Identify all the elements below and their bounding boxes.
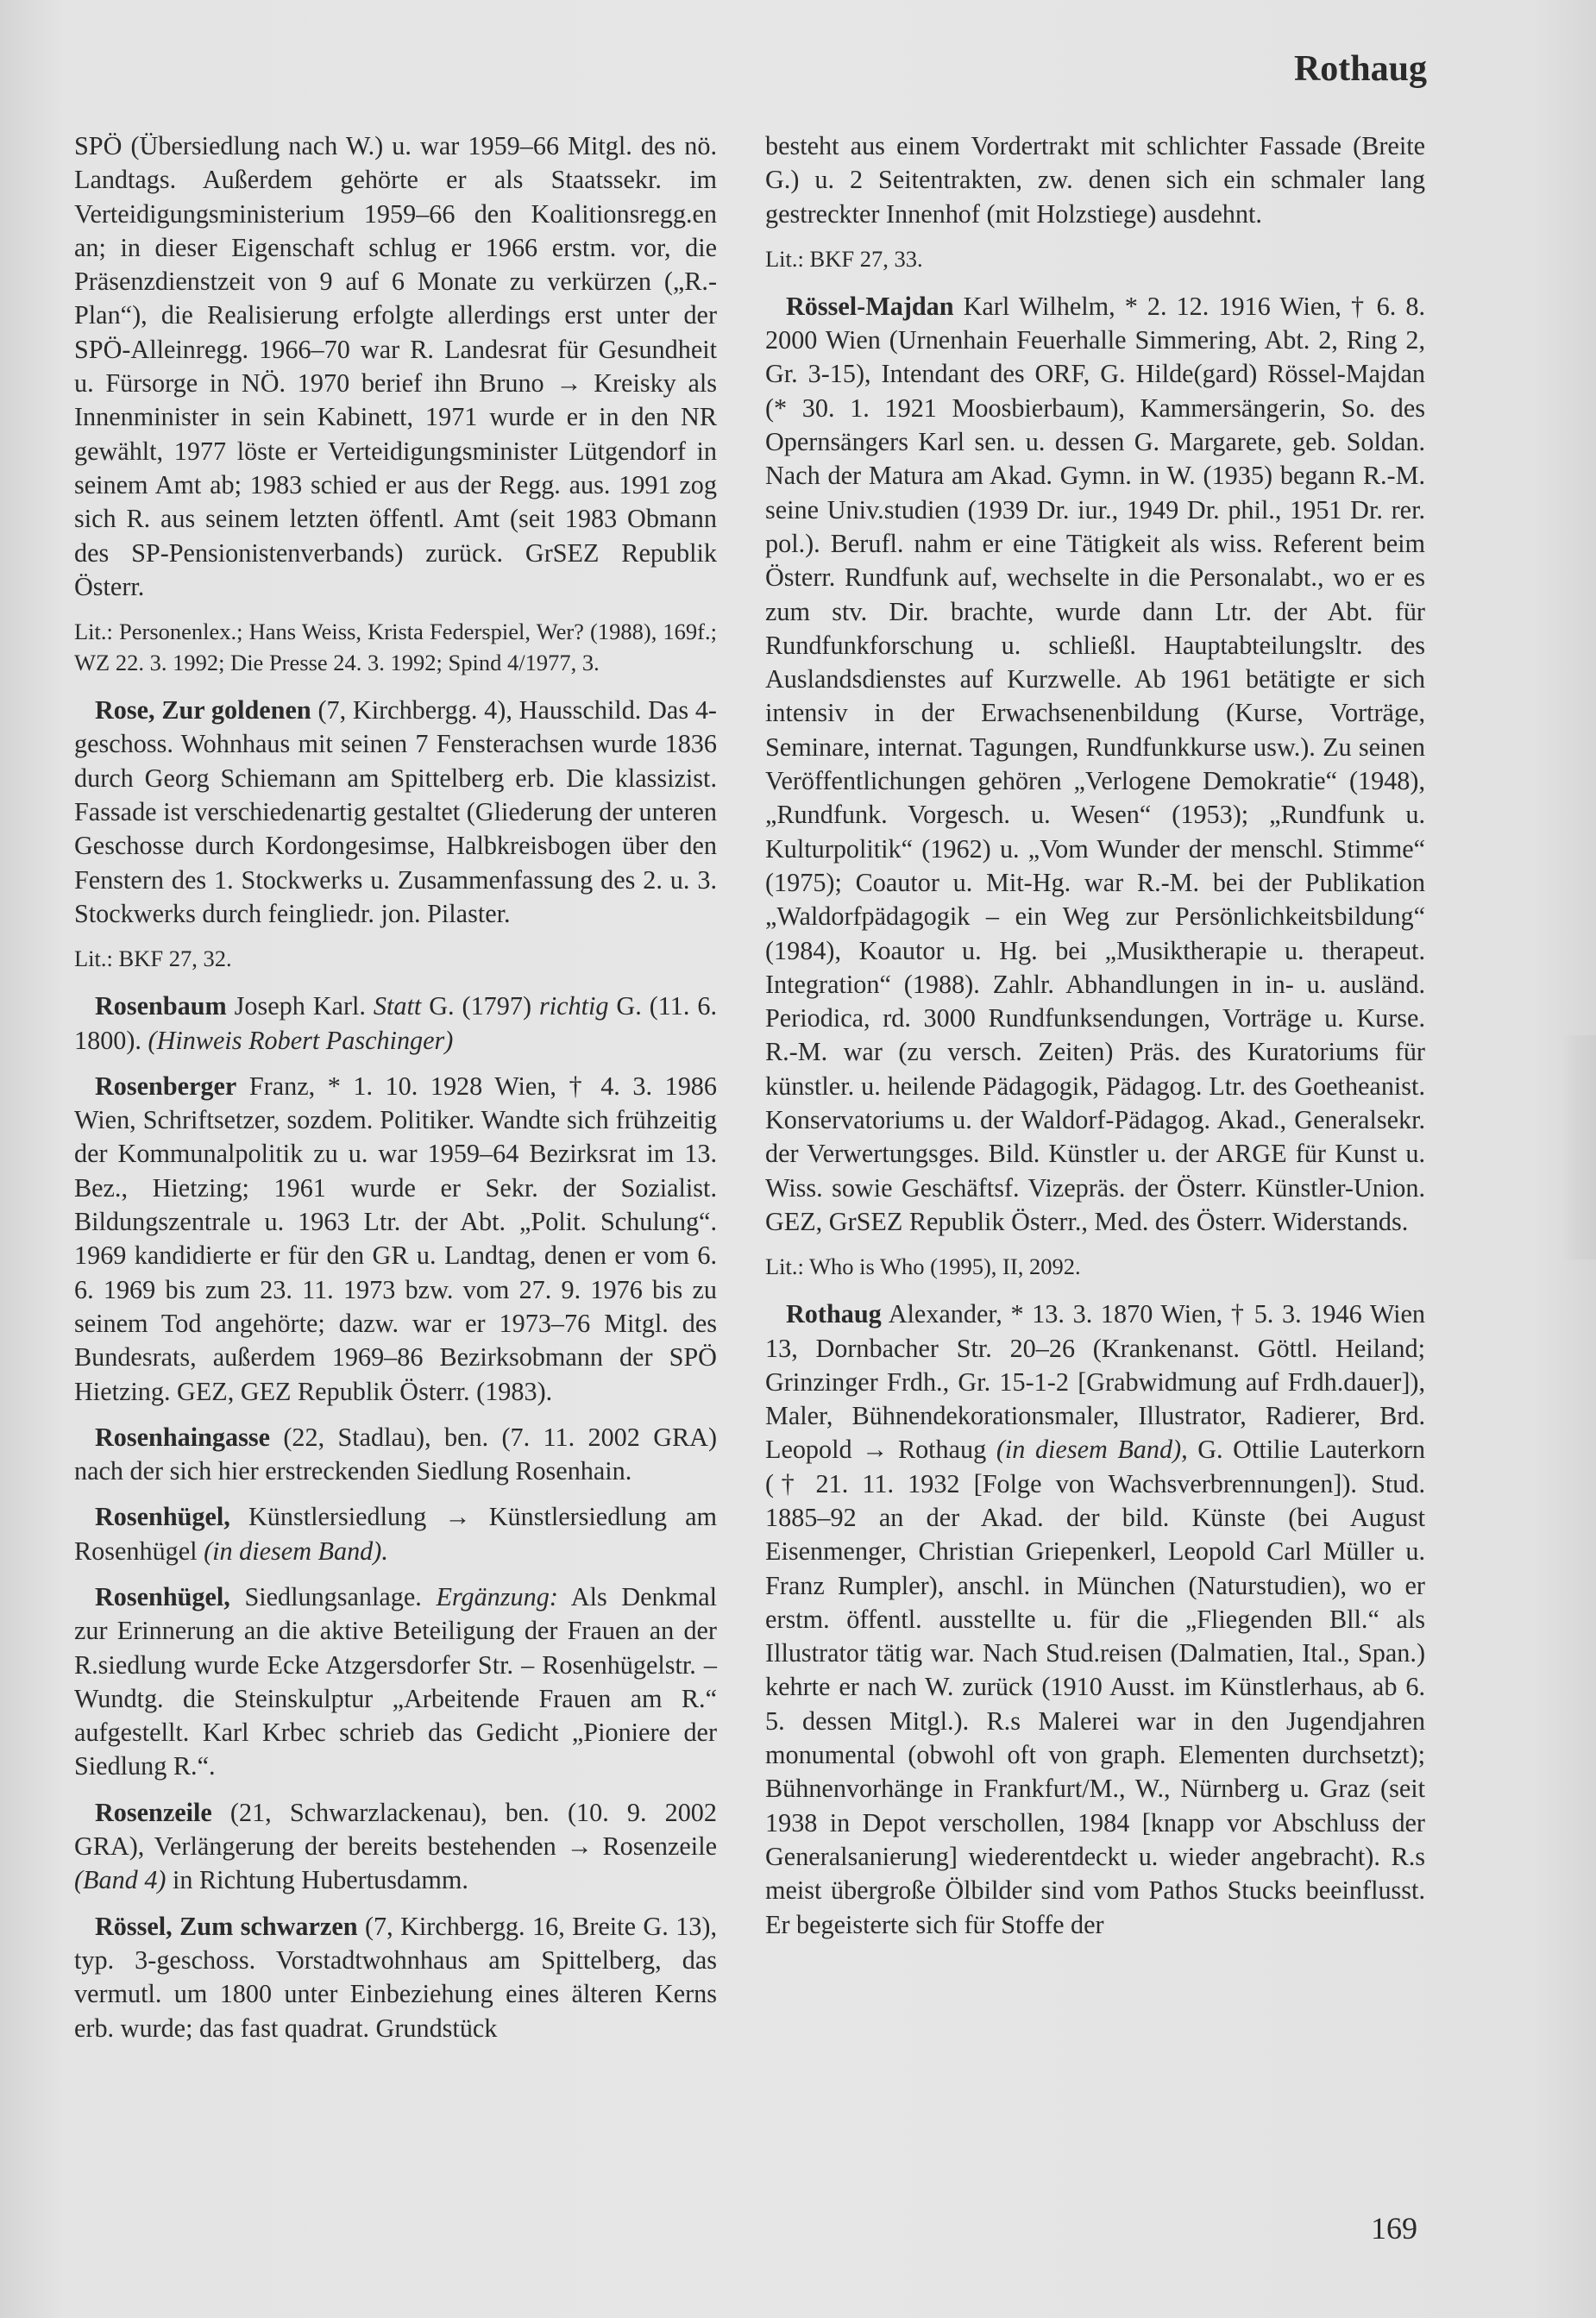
page-edge-shadow — [1561, 1035, 1596, 1260]
entry-headword: Rosenhügel, — [95, 1502, 230, 1532]
entry-text-italic: (in diesem Band), — [996, 1435, 1188, 1465]
entry-text-italic: Ergänzung: — [436, 1581, 558, 1611]
entry-rose-zur-goldenen — [74, 694, 717, 931]
entry-text-italic: (Hinweis Robert Paschinger) — [148, 1025, 454, 1055]
entry-text: Franz, * 1. 10. 1928 Wien, † 4. 3. 1986 Wien, Schriftsetzer, sozdem. Politiker. Wandte sich frühzeitig der Kommunalpolitik zu u. war 1959–64 Bezirksrat im 13. Bez., Hietzing; 1961 wurde er Sekr. der Sozialist. Bildungszentrale u. 1963 Ltr. der Abt. „Polit. Schulung“. 1969 kandidierte er für den GR u. Landtag, denen er vom 6. 6. 1969 bis zum 23. 11. 1973 bzw. vom 27. 9. 1976 bis zu seinem Tod angehörte; dazw. war er 1973–76 Mitgl. des Bundesrats, außerdem 1969–86 Bezirksobmann der SPÖ Hietzing. GEZ, GEZ Republik Österr. (1983). — [74, 1071, 717, 1406]
running-header: Rothaug — [1293, 49, 1427, 89]
entry-headword: Rosenhügel, — [95, 1581, 230, 1611]
entry-rosenbaum — [74, 989, 717, 1058]
entry-text: (7, Kirchbergg. 16, Breite G. 13), typ. 3-geschoss. Vorstadtwohnhaus am Spittelberg, das vermutl. um 1800 unter Einbeziehung eines älteren Kerns erb. wurde; das fast quadrat. Grundstück — [74, 1911, 717, 2043]
entry-text-italic: (Band 4) — [74, 1865, 167, 1895]
entry-text: G. (1797) — [421, 991, 539, 1021]
entry-headword: Rosenhaingasse — [95, 1422, 270, 1452]
entry-rosenhuegel-kuenstlersiedlung — [74, 1500, 717, 1568]
left-column — [74, 129, 717, 2057]
entry-headword: Rosenbaum — [95, 991, 227, 1021]
entry-text: G. Ottilie Lauterkorn († 21. 11. 1932 [Folge von Wachsverbrennungen]). Stud. 1885–92 an der Akad. der bild. Künste (bei August Eisenmenger, Christian Griepenkerl, Leopold Carl Müller u. Franz Rumpler), anschl. in München (Naturstudien), wo er erstm. öffentl. ausstellte u. für die „Fliegenden Bll.“ als Illustrator tätig war. Nach Stud.reisen (Dalmatien, Ital., Span.) kehrte er nach W. zurück (1910 Ausst. im Künstlerhaus, ab 6. 5. dessen Mitgl.). R.s Malerei war in den Jugendjahren monumental (obwohl oft von graph. Elementen durchsetzt); Bühnenvorhänge in Frankfurt/M., W., Nürnberg u. Graz (seit 1938 in Depot verschollen, 1984 [knapp vor Abschluss der Generalsanierung] wiederentdeckt u. wieder angebracht). R.s meist übergroße Ölbilder sind vom Pathos Stucks beeinflusst. Er begeisterte sich für Stoffe der — [765, 1435, 1425, 1939]
entry-headword: Rössel-Majdan — [786, 291, 954, 321]
entry-text: G. (11. 6. 1800). — [74, 991, 717, 1055]
entry-headword: Rothaug — [786, 1299, 882, 1329]
entry-rosenhaingasse — [74, 1421, 717, 1489]
entry-text: in Richtung Hubertusdamm. — [166, 1865, 468, 1895]
entry-headword: Rose, Zur goldenen — [95, 695, 311, 726]
entry-text-italic: richtig — [538, 991, 609, 1021]
page-number: 169 — [1371, 2211, 1417, 2246]
entry-rothaug — [765, 1297, 1425, 1942]
entry-headword: Rössel, Zum schwarzen — [95, 1911, 358, 1941]
entry-text: (22, Stadlau), ben. (7. 11. 2002 GRA) nach der sich hier erstreckenden Siedlung Rosenhain. — [74, 1422, 717, 1486]
entry-text: Joseph Karl. — [226, 991, 374, 1021]
entry-text: Alexander, * 13. 3. 1870 Wien, † 5. 3. 1946 Wien 13, Dornbacher Str. 20–26 (Krankenanst. Göttl. Heiland; Grinzinger Frdh., Gr. 15-1-2 [Grabwidmung auf Frdh.dauer]), Maler, Bühnendekorationsmaler, Illustrator, Radierer, Brd. Leopold → Rothaug — [765, 1299, 1425, 1465]
literature-reference: Lit.: BKF 27, 32. — [74, 945, 232, 972]
entry-text: Künstlersiedlung → Künstlersiedlung am Rosenhügel — [74, 1502, 717, 1566]
entry-headword: Rosenzeile — [95, 1797, 212, 1827]
entry-roessel-majdan — [765, 290, 1425, 1239]
continued-entry-text: SPÖ (Übersiedlung nach W.) u. war 1959–66 Mitgl. des nö. Landtags. Außerdem gehörte er als Staatssekr. im Verteidigungsministerium 1959–66 den Koalitionsregg.en an; in dieser Eigenschaft schlug er 1966 erstm. vor, die Präsenzdienstzeit von 9 auf 6 Monate zu verkürzen („R.-Plan“), die Realisierung erfolgte allerdings erst unter der SPÖ-Alleinregg. 1966–70 war R. Landesrat für Gesundheit u. Fürsorge in NÖ. 1970 berief ihn Bruno → Kreisky als Innenminister in sein Kabinett, 1971 wurde er in den NR gewählt, 1977 löste er Verteidigungsminister Lütgendorf in seinem Amt ab; 1983 schied er aus der Regg. aus. 1991 zog sich R. aus seinem letzten öffentl. Amt (seit 1983 Obmann des SP-Pensionistenverbands) zurück. GrSEZ Republik Österr. — [74, 131, 717, 601]
entry-roessel-zum-schwarzen — [74, 1910, 717, 2045]
entry-text: (7, Kirchbergg. 4), Hausschild. Das 4-geschoss. Wohnhaus mit seinen 7 Fensterachsen wurde 1836 durch Georg Schiemann am Spittelberg erb. Die klassizist. Fassade ist verschiedenartig gestaltet (Gliederung der unteren Geschosse durch Kordongesimse, Halbkreisbogen über den Fenstern des 1. Stockwerks u. Zusammenfassung des 2. u. 3. Stockwerks durch feingliedr. jon. Pilaster. — [74, 695, 717, 928]
right-column — [765, 129, 1425, 1954]
continued-entry-text: besteht aus einem Vordertrakt mit schlichter Fassade (Breite G.) u. 2 Seitentrakten, zw. denen sich ein schmaler lang gestreckter Innenhof (mit Holzstiege) ausdehnt. — [765, 131, 1425, 229]
entry-rosenzeile — [74, 1796, 717, 1898]
literature-reference: Lit.: Who is Who (1995), II, 2092. — [765, 1253, 1081, 1280]
entry-text: Siedlungsanlage. — [229, 1581, 437, 1611]
literature-reference: Lit.: BKF 27, 33. — [765, 245, 923, 272]
entry-rosenhuegel-siedlungsanlage — [74, 1580, 717, 1784]
entry-text-italic: Statt — [373, 991, 422, 1021]
entry-text-italic: (in diesem Band). — [204, 1536, 388, 1566]
literature-reference: Lit.: Personenlex.; Hans Weiss, Krista Federspiel, Wer? (1988), 169f.; WZ 22. 3. 1992; Die Presse 24. 3. 1992; Spind 4/1977, 3. — [74, 619, 717, 676]
entry-rosenberger — [74, 1070, 717, 1409]
entry-headword: Rosenberger — [95, 1071, 237, 1101]
entry-text: Karl Wilhelm, * 2. 12. 1916 Wien, † 6. 8. 2000 Wien (Urnenhain Feuerhalle Simmering, Abt. 2, Ring 2, Gr. 3-15), Intendant des ORF, G. Hilde(gard) Rössel-Majdan (* 30. 1. 1921 Moosbierbaum), Kammersängerin, So. des Opernsängers Karl sen. u. dessen G. Margarete, geb. Soldan. Nach der Matura am Akad. Gymn. in W. (1935) begann R.-M. seine Univ.studien (1939 Dr. iur., 1949 Dr. phil., 1951 Dr. rer. pol.). Berufl. nahm er eine Tätigkeit als wiss. Referent beim Österr. Rundfunk auf, wechselte in die Personalabt., wo er es zum stv. Dir. brachte, wurde dann Ltr. der Abt. für Rundfunkforschung u. schließl. Hauptabteilungsltr. des Auslandsdienstes auf Kurzwelle. Ab 1961 betätigte er sich intensiv in der Erwachsenenbildung (Kurse, Vorträge, Seminare, internat. Tagungen, Rundfunkkurse usw.). Zu seinen Veröffentlichungen gehören „Verlogene Demokratie“ (1948), „Rundfunk. Vorgesch. u. Wesen“ (1953); „Rundfunk u. Kulturpolitik“ (1962) u. „Vom Wunder der menschl. Stimme“ (1975); Coautor u. Mit-Hg. war R.-M. bei der Publikation „Waldorfpädagogik – ein Weg zur Persönlichkeitsbildung“ (1984), Koautor u. Hg. bei „Musiktherapie u. therapeut. Integration“ (1988). Zahlr. Abhandlungen in in- u. ausländ. Periodica, rd. 3000 Rundfunksendungen, Vorträge u. Kurse. R.-M. war (zu versch. Zeiten) Präs. des Kuratoriums für künstler. u. heilende Pädagogik, Pädagog. Ltr. des Goetheanist. Konservatoriums u. der Waldorf-Pädagog. Akad., Generalsekr. der Verwertungsges. Bild. Künstler u. der ARGE für Kunst u. Wiss. sowie Geschäftsf. Vizepräs. der Österr. Künstler-Union. GEZ, GrSEZ Republik Österr., Med. des Österr. Widerstands. — [765, 291, 1425, 1236]
entry-text: Als Denkmal zur Erinnerung an die aktive Beteiligung der Frauen an der R.siedlung wurde Ecke Atzgersdorfer Str. – Rosenhügelstr. – Wundtg. die Steinskulptur „Arbeitende Frauen am R.“ aufgestellt. Karl Krbec schrieb das Gedicht „Pioniere der Siedlung R.“. — [74, 1581, 717, 1781]
entry-text: (21, Schwarzlackenau), ben. (10. 9. 2002 GRA), Verlängerung der bereits bestehenden → Rosenzeile — [74, 1797, 717, 1862]
